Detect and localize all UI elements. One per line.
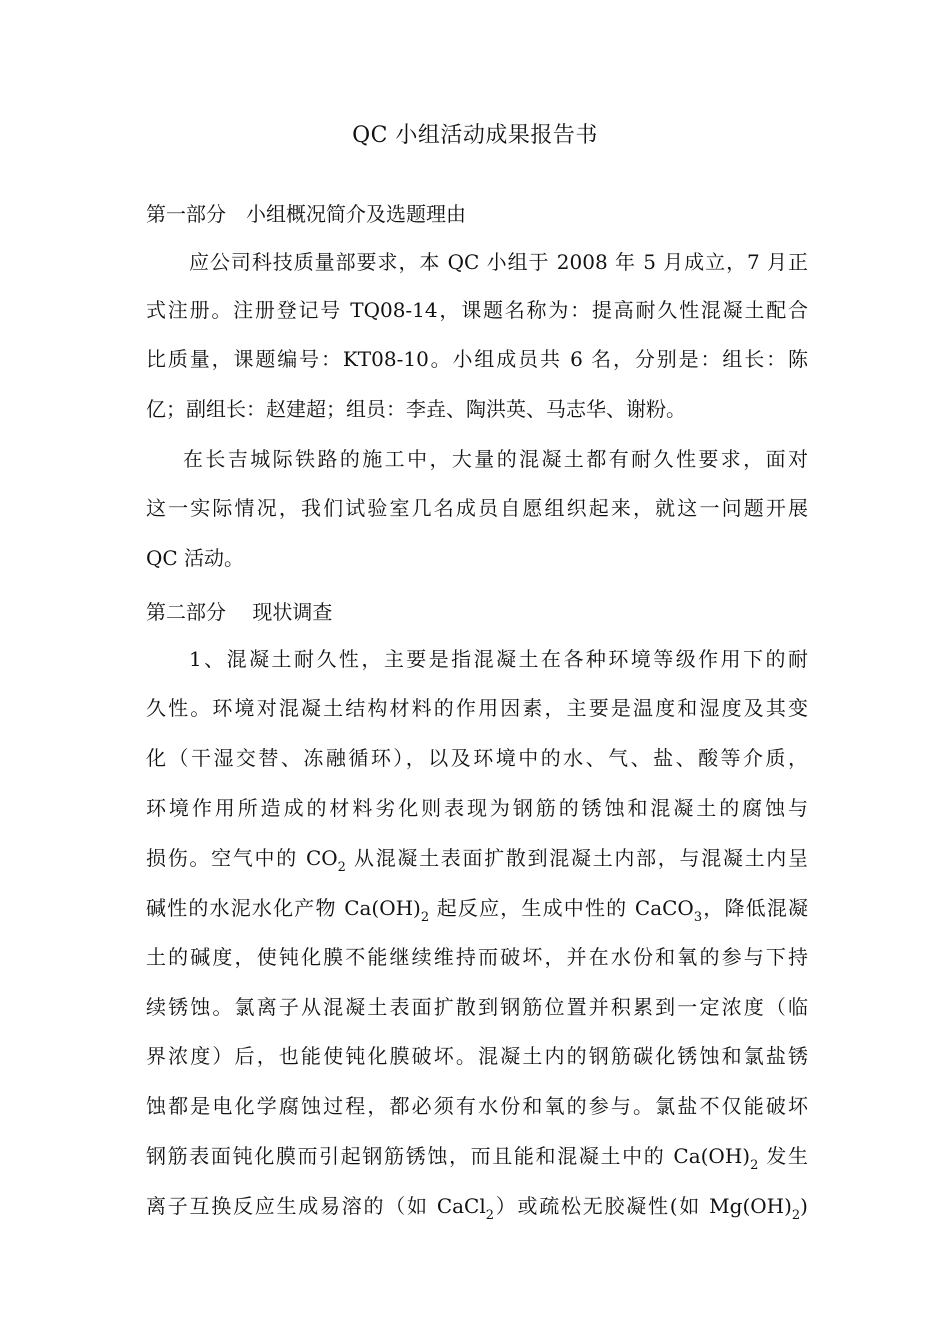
paragraph-line: 环境作用所造成的材料劣化则表现为钢筋的锈蚀和混凝土的腐蚀与 <box>146 796 808 820</box>
paragraph-line: 这一实际情况，我们试验室几名成员自愿组织起来，就这一问题开展 <box>146 496 808 520</box>
paragraph-line-caoh2: 钢筋表面钝化膜而引起钢筋锈蚀，而且能和混凝土中的 $Ca(OH)_2$ 发生 <box>146 1144 809 1173</box>
paragraph-line: 久性。环境对混凝土结构材料的作用因素，主要是温度和湿度及其变 <box>146 696 808 720</box>
paragraph-line: 亿；副组长：赵建超；组员：李垚、陶洪英、马志华、谢粉。 <box>146 397 686 421</box>
paragraph-line: 比质量，课题编号：KT08-10。小组成员共 6 名，分别是：组长：陈 <box>146 347 808 371</box>
paragraph-line: 1、混凝土耐久性，主要是指混凝土在各种环境等级作用下的耐 <box>189 647 808 671</box>
document-title: QC 小组活动成果报告书 <box>352 123 598 148</box>
paragraph-line: 土的碱度，使钝化膜不能继续维持而破坏，并在水份和氧的参与下持 <box>146 945 808 969</box>
paragraph-line: 化（干湿交替、冻融循环），以及环境中的水、气、盐、酸等介质， <box>146 746 808 770</box>
paragraph-line: 续锈蚀。氯离子从混凝土表面扩散到钢筋位置并积累到一定浓度（临 <box>146 995 808 1019</box>
paragraph-line: 蚀都是电化学腐蚀过程，都必须有水份和氧的参与。氯盐不仅能破坏 <box>146 1094 808 1118</box>
section-2-heading: 第二部分 现状调查 <box>146 600 333 624</box>
paragraph-line: 界浓度）后，也能使钝化膜破坏。混凝土内的钢筋碳化锈蚀和氯盐锈 <box>146 1044 808 1068</box>
paragraph-line: QC 活动。 <box>146 546 245 570</box>
section-1-heading: 第一部分 小组概况简介及选题理由 <box>146 202 466 226</box>
paragraph-line: 应公司科技质量部要求，本 QC 小组于 2008 年 5 月成立，7 月正 <box>189 250 808 274</box>
paragraph-line-caoh2: 碱性的水泥水化产物 $Ca(OH)_2$ 起反应，生成中性的 CaCO$_3$，降低混凝 <box>146 896 809 925</box>
paragraph-line-co2: 损伤。空气中的 $CO_2$ 从混凝土表面扩散到混凝土内部，与混凝土内呈 <box>146 846 808 875</box>
paragraph-line: 在长吉城际铁路的施工中，大量的混凝土都有耐久性要求，面对 <box>183 447 808 471</box>
paragraph-line: 式注册。注册登记号 TQ08-14，课题名称为：提高耐久性混凝土配合 <box>146 298 808 322</box>
paragraph-line-cacl2: 离子互换反应生成易溶的（如 CaCl$_2$）或疏松无胶凝性(如 $Mg(OH)_2$) <box>146 1194 808 1223</box>
